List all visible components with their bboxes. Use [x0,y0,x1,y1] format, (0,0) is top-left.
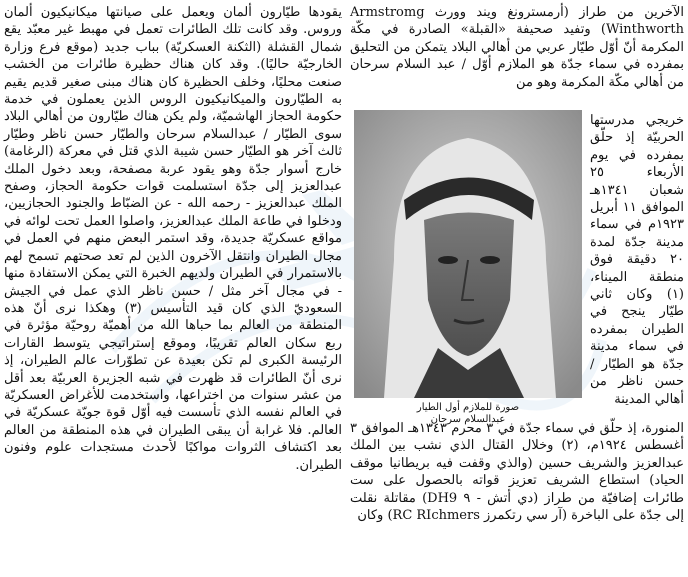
right-column-narrow [590,112,684,408]
caption-line-1: صورة للملازم أول الطيار [416,402,520,413]
left-column-text: يقودها طيّارون ألمان ويعمل على صيانتها ميكانيكيون ألمان وروس. وقد كانت تلك الطائرات تعمل في مهبط غير معبّد يقع شمال القشلة (الثكنة العسكريّة) بباب جديد (موقع فرع وزارة الخارجيّة حاليًا). وقد كان هناك حظيرة طائرات من الخشب صنعت محليًا، وخلف الحظيرة كان هناك مبنى صغير قديم يقيم به الطيّارون والميكانيكيون الروس الذين يعملون في خدمة حكومة الحجاز الهاشميّة، ولم يكن هناك طيّارون من أهالي البلاد سوى الطيّار / عبدالسلام سرحان والطيّار حسن ناظر وطيّار ثالث آخر هو الطيّار حسن شيبة الذي قتل في معركة (الرغامة) خارج أسوار جدّة وهو يقود عربة مصفحة، وبعد دخول الملك عبدالعزيز إلى جدّة استسلمت قوات حكومة الحجاز، وصفح الملك عبدالعزيز - رحمه الله - عن الضبّاط والجنود الحجازيين، ودخلوا في طاعة الملك عبدالعزيز، واصلوا العمل تحت لوائه في مواقع عسكريّة جديدة، وقد استمر البعض منهم في العمل في مجال الطيران وانتقل الآخرون الذين لم تعد صحتهم تسمح لهم بالاستمرار في الطيران ولديهم الخبرة التي يمكن الاستفادة منها - في مجال آخر مثل / حسن ناظر الذي عمل في الجيش السعوديّ الذي كان قيد التأسيس (٣) وهكذا نرى أنّ هذه المنطقة من العالم بما حباها الله من أهميّة روحيّة مؤثرة في ربع سكان العالم تقريبًا، وموقع إستراتيجي يتوسط القارات الرئيسة الكبرى لم تكن بعيدة عن تطوّرات عالم الطيران، إذ نرى أنّ الطائرات قد ظهرت في شبه الجزيرة العربيّة بعد أقل من عشر سنوات من اختراعها، واستخدمت للأغراض العسكريّة في العالم نفسه الذي تأسست فيه أوّل قوة جويّة عسكريّة في العالم. فلا غرابة أن يبقى الطيران في هذه المنطقة من العالم بعد اكتشاف الثروات مواكبًا لأحدث مستجدات علوم وفنون الطيران. [4,5,342,473]
right-column-top [350,4,684,91]
left-text-column [4,4,342,570]
right-column-bottom [350,420,684,524]
portrait-photo [354,110,582,398]
portrait-image [354,110,582,398]
right-column-bottom-text: المنورة، إذ حلّق في سماء جدّة في ٣ محرم ١٣٤٣هـ الموافق ٣ أغسطس ١٩٢٤م، (٢) وخلال القتال الذي نشب بين الملك عبدالعزيز والشريف حسين (والذي وقفت فيه بريطانيا موقف الحياد) استطاع الشريف تعزيز قواته بالحصول على ست طائرات إضافيّة من طراز (دي أتش - ٩ DH9) مقاتلة نقلت إلى جدّة على الباخرة (آر سي رتكمرز RC RIchmers) وكان [350,421,685,524]
right-column-narrow-text: خريجي مدرستها الحربيّة إذ حلّق بمفرده في يوم الأربعاء ٢٥ شعبان ١٣٤١هـ الموافق ١١ أبريل ١٩٢٣م في سماء مدينة جدّة لمدة ٢٠ دقيقة فوق منطقة الميناء، (١) وكان ثاني طيّار ينجح في الطيران بمفرده في سماء مدينة جدّة هو الطيّار / حسن ناظر من أهالي المدينة [590,113,685,407]
caption-line-2: عبدالسلام سرحان [430,414,506,425]
right-column-top-text: الآخرين من طراز (أرمسترونغ ويند وورث Armstromg Winthworth) وتفيد صحيفة «القبلة» الصادرة في مكّة المكرمة أنّ أوّل طيّار عربي من أهالي البلاد يتمكن من التحليق بمفرده في سماء جدّة هو الملازم أوّل / عبد السلام سرحان من أهالي مكّة المكرمة وهو من [350,5,684,90]
